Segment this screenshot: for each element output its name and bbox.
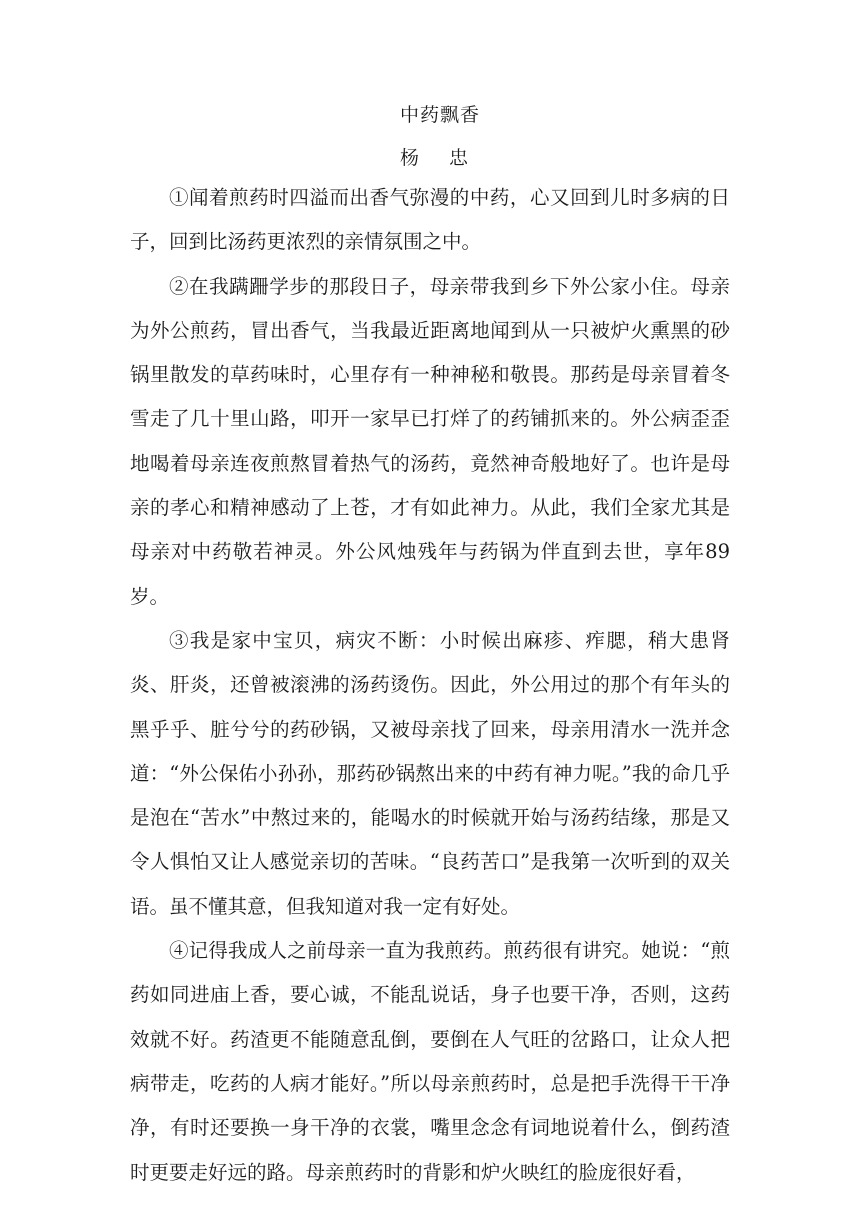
paragraph-4: ④记得我成人之前母亲一直为我煎药。煎药很有讲究。她说：“煎药如同进庙上香，要心诚，不能乱说话，身子也要干净，否则，这药效就不好。药渣更不能随意乱倒，要倒在人气旺的岔路口，让众人把病带走，吃药的人病才能好。”所以母亲煎药时，总是把手洗得干干净净，有时还要换一身干净的衣裳，嘴里念念有词地说着什么，倒药渣时更要走好远的路。母亲煎药时的背影和炉火映红的脸庞很好看，: [130, 939, 730, 1184]
paragraph-2: ②在我蹒跚学步的那段日子，母亲带我到乡下外公家小住。母亲为外公煎药，冒出香气，当我最近距离地闻到从一只被炉火熏黑的砂锅里散发的草药味时，心里存有一种神秘和敬畏。那药是母亲冒着冬雪走了几十里山路，叩开一家早已打烊了的药铺抓来的。外公病歪歪地喝着母亲连夜煎熬冒着热气的汤药，竟然神奇般地好了。也许是母亲的孝心和精神感动了上苍，才有如此神力。从此，我们全家尤其是母亲对中药敬若神灵。外公风烛残年与药锅为伴直到去世，享年89岁。: [130, 274, 730, 608]
article-body: [130, 176, 730, 1195]
paragraph-1: ①闻着煎药时四溢而出香气弥漫的中药，心又回到儿时多病的日子，回到比汤药更浓烈的亲情氛围之中。: [130, 186, 730, 254]
article-author: 杨 忠: [399, 147, 481, 169]
article-title: 中药飘香: [399, 104, 480, 126]
paragraph-3: ③我是家中宝贝，病灾不断：小时候出麻疹、痄腮，稍大患肾炎、肝炎，还曾被滚沸的汤药烫伤。因此，外公用过的那个有年头的黑乎乎、脏兮兮的药砂锅，又被母亲找了回来，母亲用清水一洗并念道：“外公保佑小孙孙，那药砂锅熬出来的中药有神力呢。”我的命几乎是泡在“苦水”中熬过来的，能喝水的时候就开始与汤药结缘，那是又令人惧怕又让人感觉亲切的苦味。“良药苦口”是我第一次听到的双关语。虽不懂其意，但我知道对我一定有好处。: [130, 628, 730, 918]
